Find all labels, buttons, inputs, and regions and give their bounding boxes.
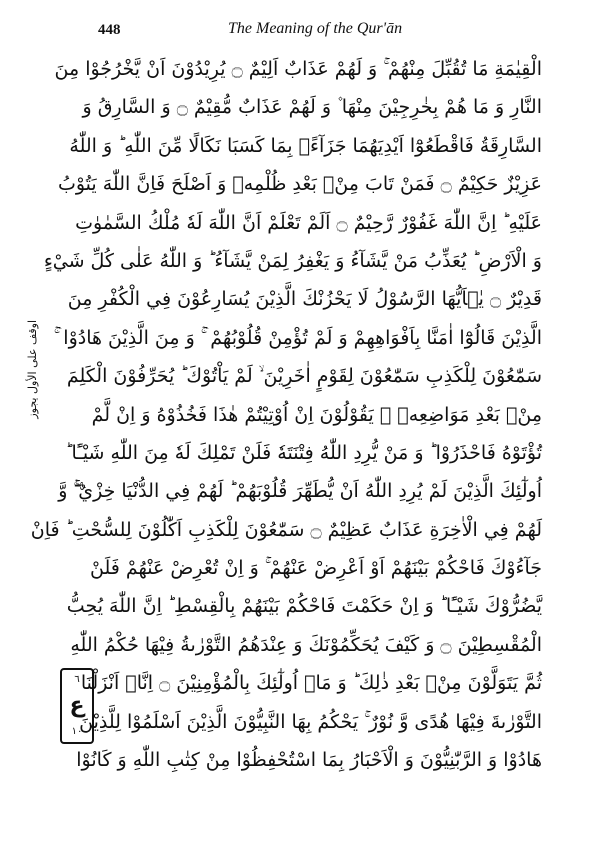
verse-line: السَّارِقَةُ فَاقْطَعُوْٓا اَيْدِيَهُمَا جَزَآءًۢ بِمَا كَسَبَا نَكَالًا مِّنَ اللّٰهِ ؕ وَ اللّٰهُ bbox=[69, 134, 542, 157]
verse-line: التَّوْرٰىةَ فِيْهَا هُدًى وَّ نُوْرٌ ۚ يَحْكُمُ بِهَا النَّبِيُّوْنَ الَّذِيْنَ اَسْلَمُوْا لِلَّذِيْنَ bbox=[79, 710, 542, 733]
ruku-bottom-number: ١٠ bbox=[71, 725, 83, 737]
ruku-symbol: ع bbox=[69, 692, 85, 718]
verse-line: اُولٰٓئِكَ الَّذِيْنَ لَمْ يُرِدِ اللّٰهُ اَنْ يُّطَهِّرَ قُلُوْبَهُمْ ؕ لَهُمْ فِي الدُّنْيَا خِزْيٌ ۖۚ وَّ bbox=[58, 480, 542, 503]
verse-line: مِنْۢ بَعْدِ مَوَاضِعِهٖ ۚ يَقُوْلُوْنَ اِنْ اُوْتِيْتُمْ هٰذَا فَخُذُوْهُ وَ اِنْ لَّمْ bbox=[91, 403, 542, 426]
running-title: The Meaning of the Qur'ān bbox=[228, 20, 403, 37]
verse-line: يَّضُرُّوْكَ شَيْـًٔا ؕ وَ اِنْ حَكَمْتَ فَاحْكُمْ بَيْنَهُمْ بِالْقِسْطِ ؕ اِنَّ اللّٰهَ يُحِبُّ bbox=[66, 595, 542, 618]
verse-line: عَلَيْهِ ؕ اِنَّ اللّٰهَ غَفُوْرٌ رَّحِيْمٌ ۝ اَلَمْ تَعْلَمْ اَنَّ اللّٰهَ لَهٗ مُلْكُ السَّمٰوٰتِ bbox=[75, 211, 542, 234]
verse-line: ثُمَّ يَتَوَلَّوْنَ مِنْۢ بَعْدِ ذٰلِكَ ؕ وَ مَاۤ اُولٰٓئِكَ بِالْمُؤْمِنِيْنَ ۝ اِنَّاۤ اَنْزَلْنَا bbox=[80, 672, 542, 695]
verse-line: الَّذِيْنَ قَالُوْٓا اٰمَنَّا بِاَفْوَاهِهِمْ وَ لَمْ تُؤْمِنْ قُلُوْبُهُمْ ۛ ۚ وَ مِنَ الَّذِيْنَ هَادُوْا ۛ ۚ bbox=[53, 326, 542, 349]
verse-line: عَزِيْزٌ حَكِيْمٌ ۝ فَمَنْ تَابَ مِنْۢ بَعْدِ ظُلْمِهٖ وَ اَصْلَحَ فَاِنَّ اللّٰهَ يَتُوْبُ bbox=[57, 173, 542, 196]
verse-line: الْمُقْسِطِيْنَ ۝ وَ كَيْفَ يُحَكِّمُوْنَكَ وَ عِنْدَهُمُ التَّوْرٰىةُ فِيْهَا حُكْمُ اللّٰهِ bbox=[70, 633, 542, 656]
margin-side-note: اوقف على الأول يجوز bbox=[26, 320, 39, 419]
page-number: 448 bbox=[98, 22, 121, 38]
verse-line: سَمّٰعُوْنَ لِلْكَذِبِ سَمّٰعُوْنَ لِقَوْمٍ اٰخَرِيْنَ ۙ لَمْ يَاْتُوْكَ ؕ يُحَرِّفُوْنَ الْكَلِمَ bbox=[66, 365, 542, 388]
verse-line: النَّارِ وَ مَا هُمْ بِخٰرِجِيْنَ مِنْهَا ۫ وَ لَهُمْ عَذَابٌ مُّقِيْمٌ ۝ وَ السَّارِقُ وَ bbox=[82, 96, 542, 119]
verse-line: هَادُوْا وَ الرَّبّٰنِيُّوْنَ وَ الْاَحْبَارُ بِمَا اسْتُحْفِظُوْا مِنْ كِتٰبِ اللّٰهِ وَ كَانُوْا bbox=[76, 749, 542, 772]
verse-line: وَ الْاَرْضِ ؕ يُعَذِّبُ مَنْ يَّشَآءُ وَ يَغْفِرُ لِمَنْ يَّشَآءُ ؕ وَ اللّٰهُ عَلٰى كُلِّ شَيْءٍ bbox=[43, 249, 542, 272]
ruku-top-number: ٦ bbox=[74, 674, 80, 686]
verse-line: جَآءُوْكَ فَاحْكُمْ بَيْنَهُمْ اَوْ اَعْرِضْ عَنْهُمْ ۚ وَ اِنْ تُعْرِضْ عَنْهُمْ فَلَنْ bbox=[90, 557, 542, 580]
verse-line: تُؤْتَوْهُ فَاحْذَرُوْا ؕ وَ مَنْ يُّرِدِ اللّٰهُ فِتْنَتَهٗ فَلَنْ تَمْلِكَ لَهٗ مِنَ اللّٰهِ شَيْـًٔا ؕ bbox=[65, 441, 542, 464]
verse-line: لَهُمْ فِي الْاٰخِرَةِ عَذَابٌ عَظِيْمٌ ۝ سَمّٰعُوْنَ لِلْكَذِبِ اَكّٰلُوْنَ لِلسُّحْتِ ؕ فَاِنْ bbox=[30, 518, 542, 541]
verse-line: قَدِيْرٌ ۝ يٰۤاَيُّهَا الرَّسُوْلُ لَا يَحْزُنْكَ الَّذِيْنَ يُسَارِعُوْنَ فِي الْكُفْرِ مِنَ bbox=[67, 288, 542, 311]
verse-line: الْقِيٰمَةِ مَا تُقُبِّلَ مِنْهُمْ ۚ وَ لَهُمْ عَذَابٌ اَلِيْمٌ ۝ يُرِيْدُوْنَ اَنْ يَّخْرُجُوْا مِنَ bbox=[54, 58, 542, 80]
